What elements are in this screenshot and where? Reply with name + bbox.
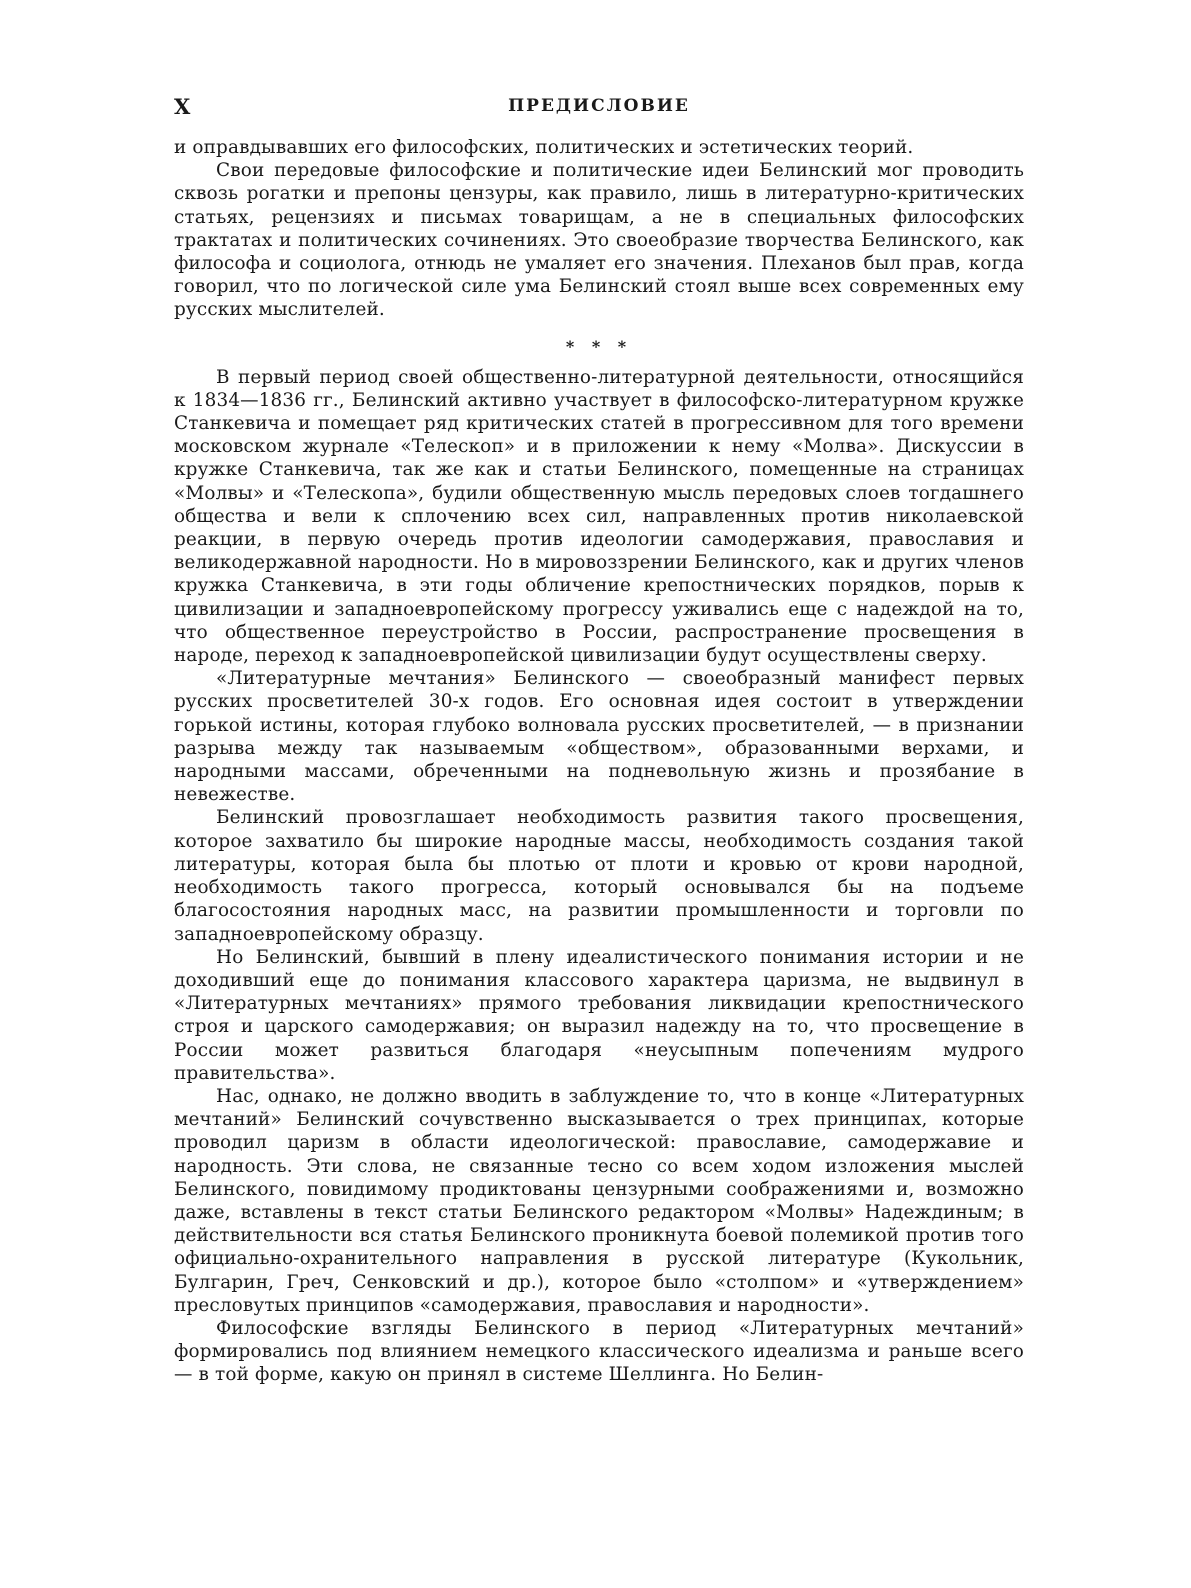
- paragraph: Свои передовые философские и политические идеи Белинский мог проводить сквозь рогатки и препоны цензуры, как правило, лишь в литературно-критических статьях, рецензиях и письмах товарищам, а не в специальных философских трактатах и политических сочинениях. Это своеобразие творчества Белинского, как философа и социолога, отнюдь не умаляет его значения. Плеханов был прав, когда говорил, что по логической силе ума Белинский стоял выше всех современных ему русских мыслителей.: [174, 160, 1024, 321]
- paragraph: Белинский провозглашает необходимость развития такого просвещения, которое захватило бы широкие народные массы, необходимость создания такой литературы, которая была бы плотью от плоти и кровью от крови народной, необходимость такого прогресса, который основывался бы на подъеме благосостояния народных масс, на развитии промышленности и торговли по западноевропейскому образцу.: [174, 807, 1024, 945]
- paragraph: Нас, однако, не должно вводить в заблуждение то, что в конце «Литературных мечтаний» Белинский сочувственно высказывается о трех принципах, которые проводил царизм в области идеологической: православие, самодержавие и народность. Эти слова, не связанные тесно со всем ходом изложения мыслей Белинского, повидимому продиктованы цензурными соображениями и, возможно даже, вставлены в текст статьи Белинского редактором «Молвы» Надеждиным; в действительности вся статья Белинского проникнута боевой полемикой против того официально-охранительного направления в русской литературе (Кукольник, Булгарин, Греч, Сенковский и др.), которое было «столпом» и «утверждением» пресловутых принципов «самодержавия, православия и народности».: [174, 1085, 1024, 1316]
- page-header: [174, 94, 1024, 124]
- paragraph: В первый период своей общественно-литературной деятельности, относящийся к 1834—1836 гг., Белинский активно участвует в философско-литературном кружке Станкевича и помещает ряд критических статей в прогрессивном для того времени московском журнале «Телескоп» и в приложении к нему «Молва». Дискуссии в кружке Станкевича, так же как и статьи Белинского, помещенные на страницах «Молвы» и «Телескопа», будили общественную мысль передовых слоев тогдашнего общества и вели к сплочению всех сил, направленных против николаевской реакции, в первую очередь против идеологии самодержавия, православия и великодержавной народности. Но в мировоззрении Белинского, как и других членов кружка Станкевича, в эти годы обличение крепостнических порядков, порыв к цивилизации и западноевропейскому прогрессу уживались еще с надеждой на то, что общественное переустройство в России, распространение просвещения в народе, переход к западноевропейской цивилизации будут осуществлены сверху.: [174, 366, 1024, 667]
- running-title: ПРЕДИСЛОВИЕ: [508, 96, 690, 116]
- paragraph: Философские взгляды Белинского в период «Литературных мечтаний» формировались под влиянием немецкого классического идеализма и раньше всего — в той форме, какую он принял в системе Шеллинга. Но Белин-: [174, 1317, 1024, 1386]
- section-separator: * * *: [565, 336, 633, 356]
- paragraph: Но Белинский, бывший в плену идеалистического понимания истории и не доходивший еще до понимания классового характера царизма, не выдвинул в «Литературных мечтаниях» прямого требования ликвидации крепостнического строя и царского самодержавия; он выразил надежду на то, что просвещение в России может развиться благодаря «неусыпным попечениям мудрого правительства».: [174, 946, 1024, 1084]
- page-number: X: [174, 94, 192, 119]
- book-page: [174, 94, 1024, 1387]
- paragraph: «Литературные мечтания» Белинского — своеобразный манифест первых русских просветителей 30-х годов. Его основная идея состоит в утверждении горькой истины, которая глубоко волновала русских просветителей, — в признании разрыва между так называемым «обществом», образованными верхами, и народными массами, обреченными на подневольную жизнь и прозябание в невежестве.: [174, 668, 1024, 806]
- paragraph-continued: и оправдывавших его философских, политических и эстетических теорий.: [174, 137, 914, 158]
